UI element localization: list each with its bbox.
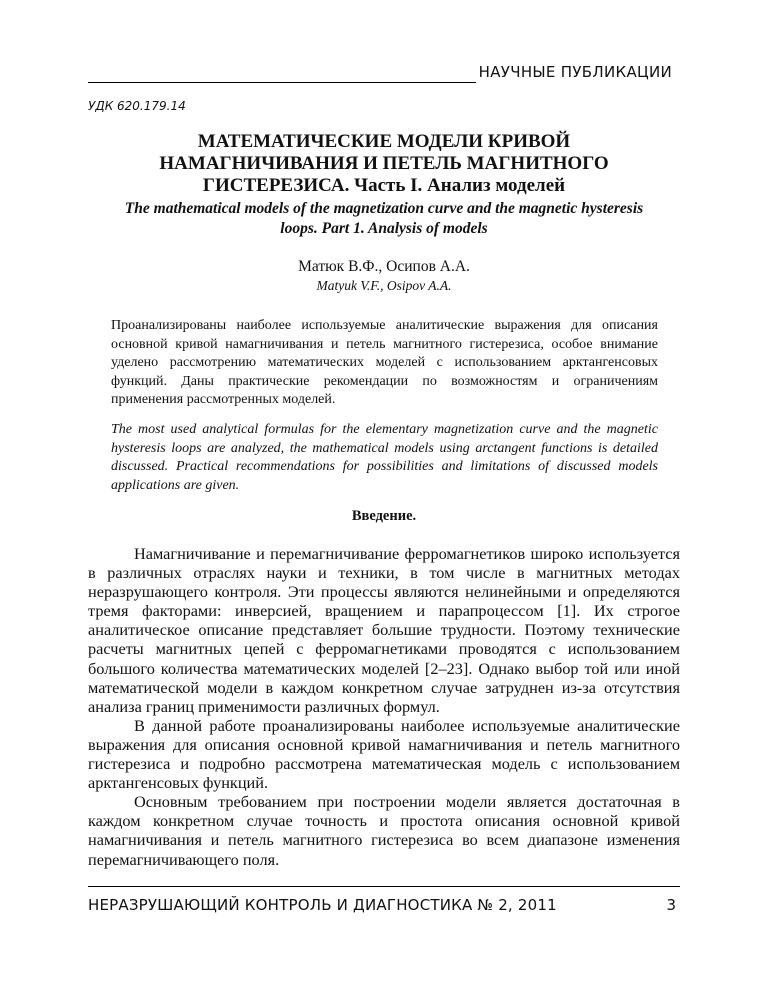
header-rule xyxy=(88,82,476,83)
abstract-ru: Проанализированы наиболее используемые аналитические выражения для описания основной кривой намагничивания и петель магнитного гистерезиса, особое внимание уделено рассмотрению математических моделей с использованием арктангенсовых функций. Даны практические рекомендации по возможностям и ограничениям применения рассмотренных моделей. xyxy=(111,318,658,408)
abstract-en: The most used analytical formulas for the elementary magnetization curve and the magnetic hysteresis loops are analyzed, the mathematical models using arctangent functions is detailed discussed. Practical recommendations for possibilities and limitations of discussed models applications are given. xyxy=(111,422,658,493)
body-text xyxy=(88,544,680,869)
journal-name: НЕРАЗРУШАЮЩИЙ КОНТРОЛЬ И ДИАГНОСТИКА № 2, 2011 xyxy=(88,896,557,914)
running-header xyxy=(88,63,680,89)
footer-rule xyxy=(88,886,680,887)
paragraph: Намагничивание и перемагничивание ферромагнетиков широко используется в различных отраслях науки и техники, в том числе в магнитных методах неразрушающего контроля. Эти процессы являются нелинейными и определяются тремя факторами: инверсией, вращением и парапроцессом [1]. Их строгое аналитическое описание представляет большие трудности. Поэтому технические расчеты магнитных цепей с ферромагнетиками проводятся с использованием большого количества математических моделей [2–23]. Однако выбор той или иной математической модели в каждом конкретном случае затруднен из-за отсутствия анализа границ применимости различных формул. xyxy=(88,544,680,716)
authors-ru: Матюк В.Ф., Осипов А.А. xyxy=(298,258,470,275)
section-heading: Введение. xyxy=(351,508,417,524)
header-section-title: НАУЧНЫЕ ПУБЛИКАЦИИ xyxy=(478,63,672,81)
authors-en: Matyuk V.F., Osipov A.A. xyxy=(316,278,452,293)
paragraph: Основным требованием при построении модели является достаточная в каждом конкретном случае точность и простота описания основной кривой намагничивания и петель магнитного гистерезиса во всем диапазоне изменения перемагничивающего поля. xyxy=(88,792,680,869)
article-title-en: The mathematical models of the magnetization curve and the magnetic hysteresis loops. Part 1. Analysis of models xyxy=(124,200,644,237)
paragraph: В данной работе проанализированы наиболее используемые аналитические выражения для описания основной кривой намагничивания и петель магнитного гистерезиса и подробно рассмотрена математическая модель с использованием арктангенсовых функций. xyxy=(88,715,680,793)
page-number: 3 xyxy=(666,896,676,914)
udk-code: УДК 620.179.14 xyxy=(88,99,186,113)
article-title-ru: МАТЕМАТИЧЕСКИЕ МОДЕЛИ КРИВОЙ НАМАГНИЧИВАНИЯ И ПЕТЕЛЬ МАГНИТНОГО ГИСТЕРЕЗИСА. Часть I. Анализ моделей xyxy=(159,131,609,196)
